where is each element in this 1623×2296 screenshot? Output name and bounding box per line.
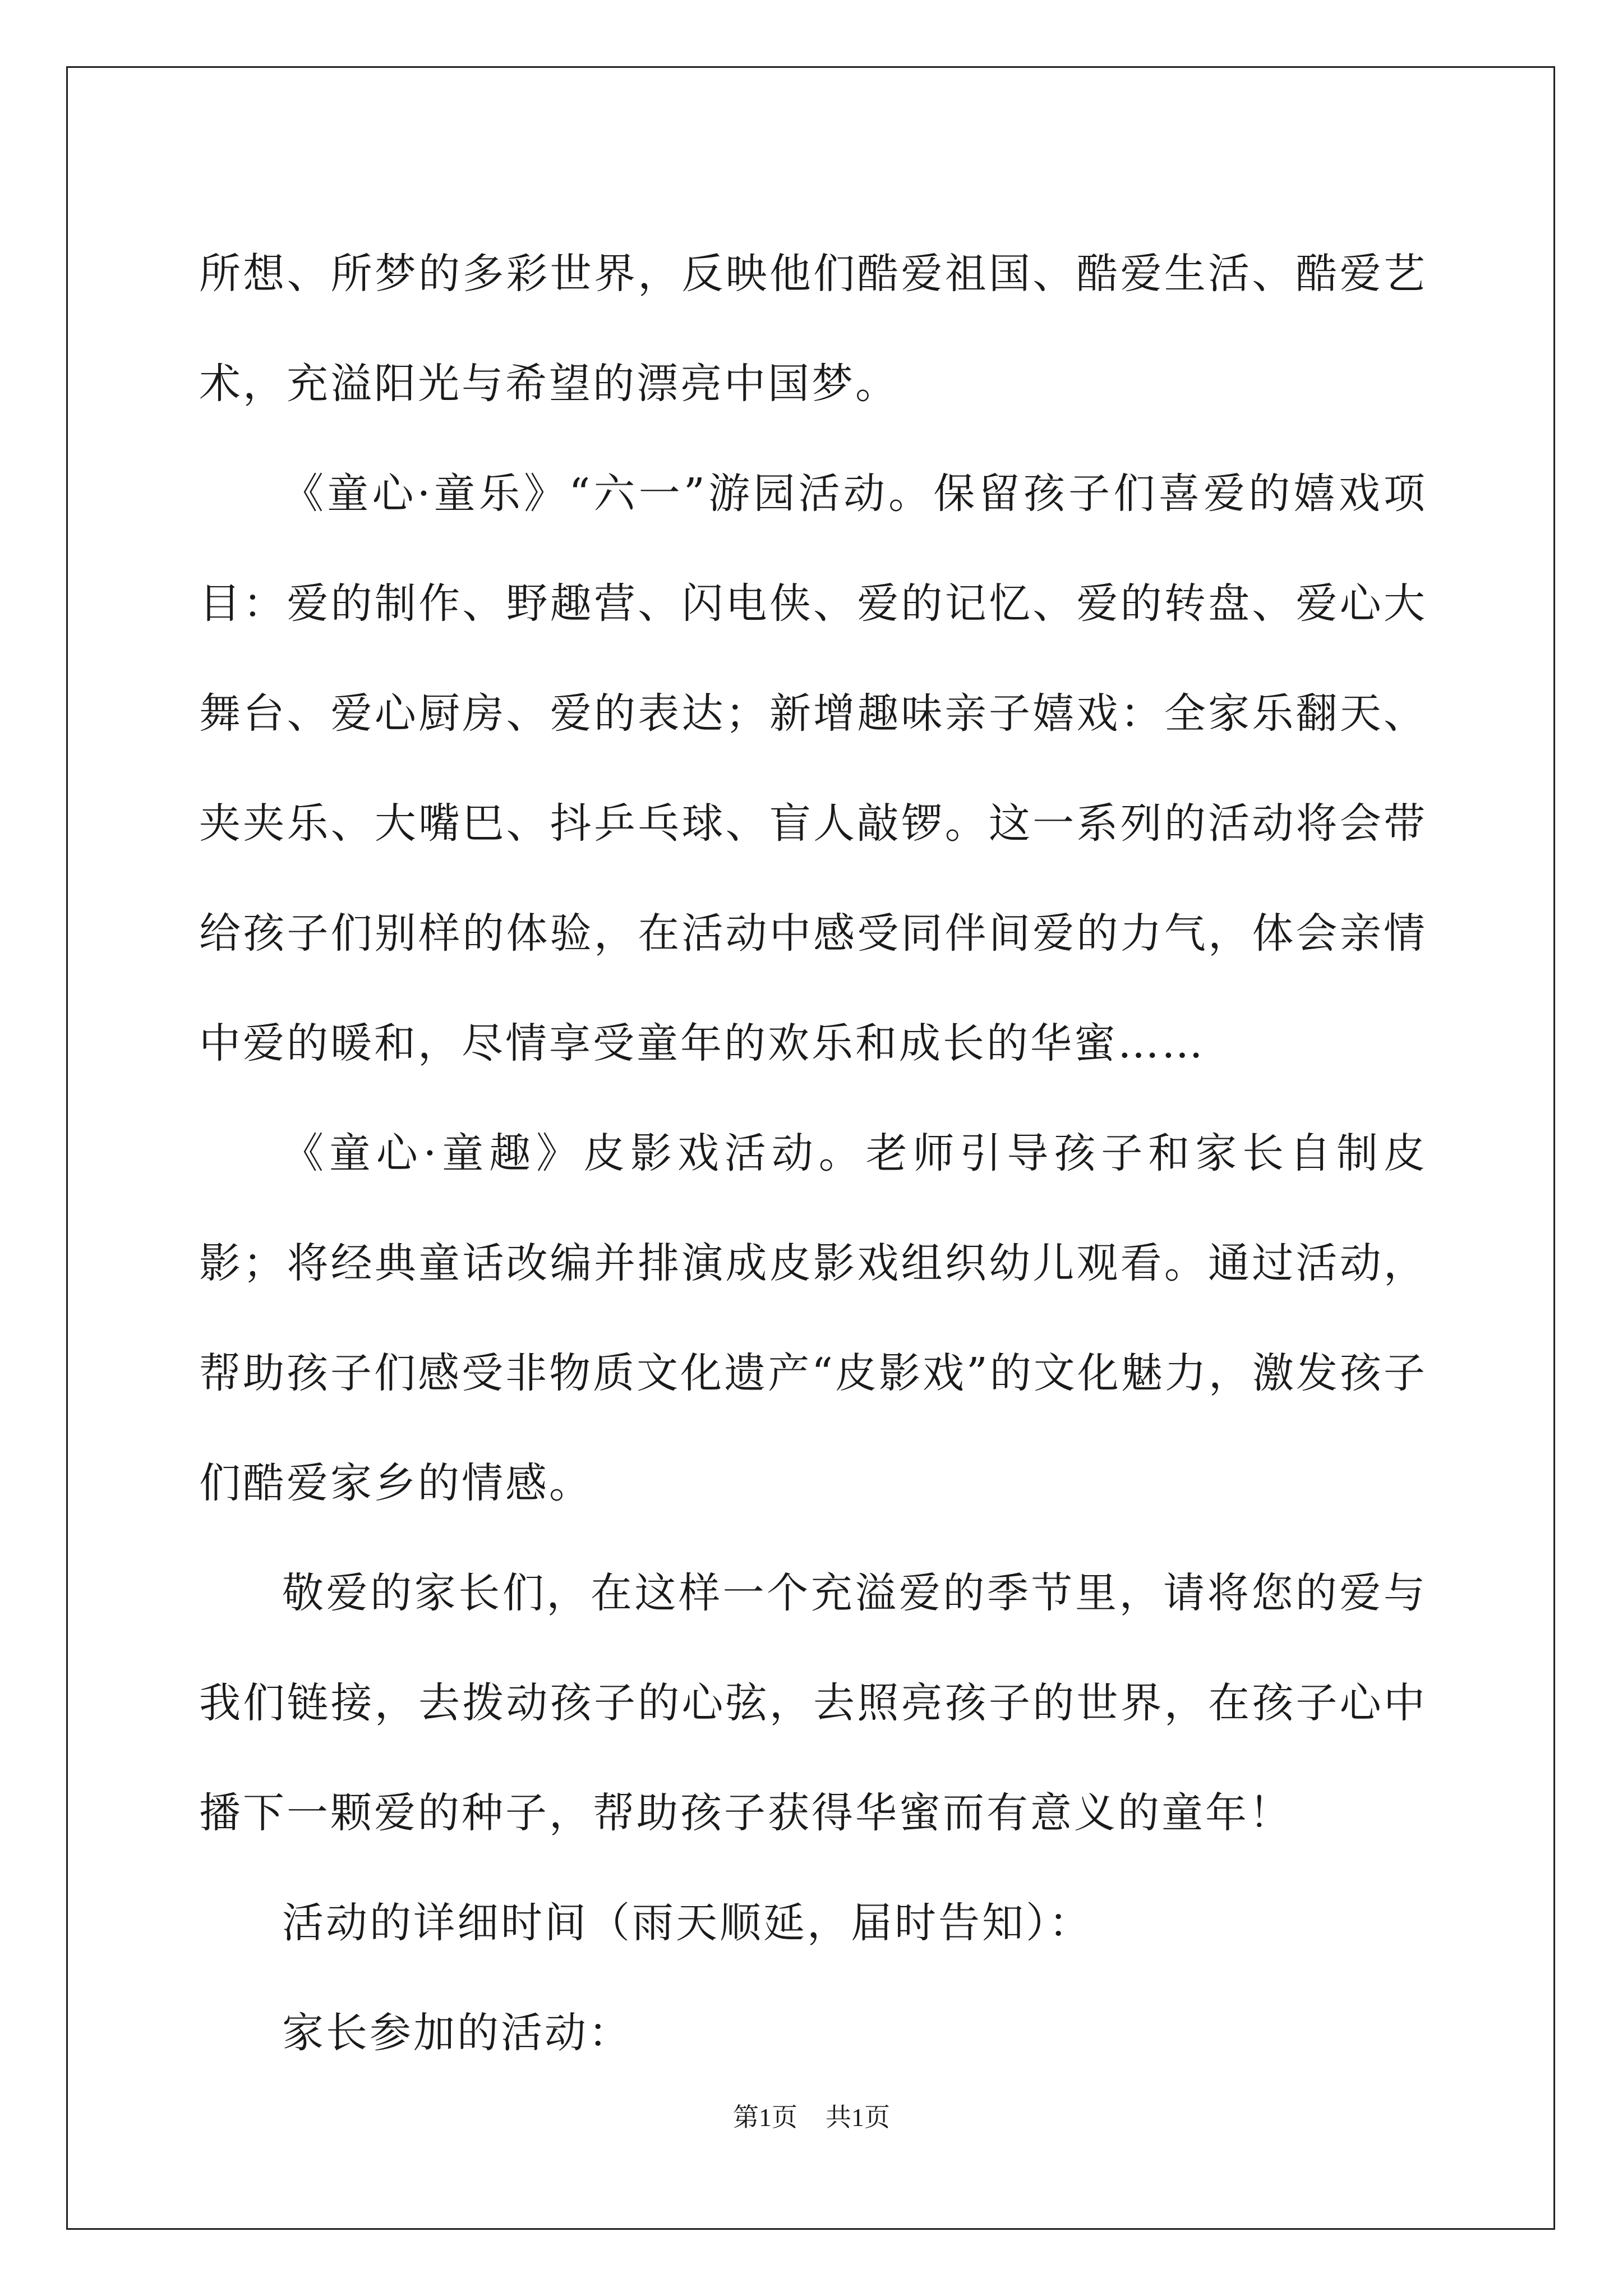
document-body (199, 219, 1427, 2088)
page-total: 共1页 (826, 2103, 890, 2132)
paragraph-3: 《童心·童趣》皮影戏活动。老师引导孩子和家长自制皮影；将经典童话改编并排演成皮影戏组织幼儿观看。通过活动，帮助孩子们感受非物质文化遗产“皮影戏”的文化魅力，激发孩子们酷爱家乡的情感。 (199, 1129, 1427, 1507)
paragraph-1: 所想、所梦的多彩世界，反映他们酷爱祖国、酷爱生活、酷爱艺术，充溢阳光与希望的漂亮中国梦。 (199, 250, 1427, 408)
page-footer (0, 2101, 1623, 2134)
paragraph-5: 活动的详细时间（雨天顺延，届时告知）： (282, 1899, 1092, 1947)
paragraph-4: 敬爱的家长们，在这样一个充溢爱的季节里，请将您的爱与我们链接，去拨动孩子的心弦，去照亮孩子的世界，在孩子心中播下一颗爱的种子，帮助孩子获得华蜜而有意义的童年！ (199, 1569, 1427, 1837)
paragraph-2: 《童心·童乐》“六一”游园活动。保留孩子们喜爱的嬉戏项目：爱的制作、野趣营、闪电侠、爱的记忆、爱的转盘、爱心大舞台、爱心厨房、爱的表达；新增趣味亲子嬉戏：全家乐翻天、夹夹乐、大嘴巴、抖乒乓球、盲人敲锣。这一系列的活动将会带给孩子们别样的体验，在活动中感受同伴间爱的力气，体会亲情中爱的暖和，尽情享受童年的欢乐和成长的华蜜…… (199, 470, 1427, 1068)
page-number: 第1页 (733, 2103, 797, 2132)
paragraph-6: 家长参加的活动： (282, 2009, 632, 2057)
